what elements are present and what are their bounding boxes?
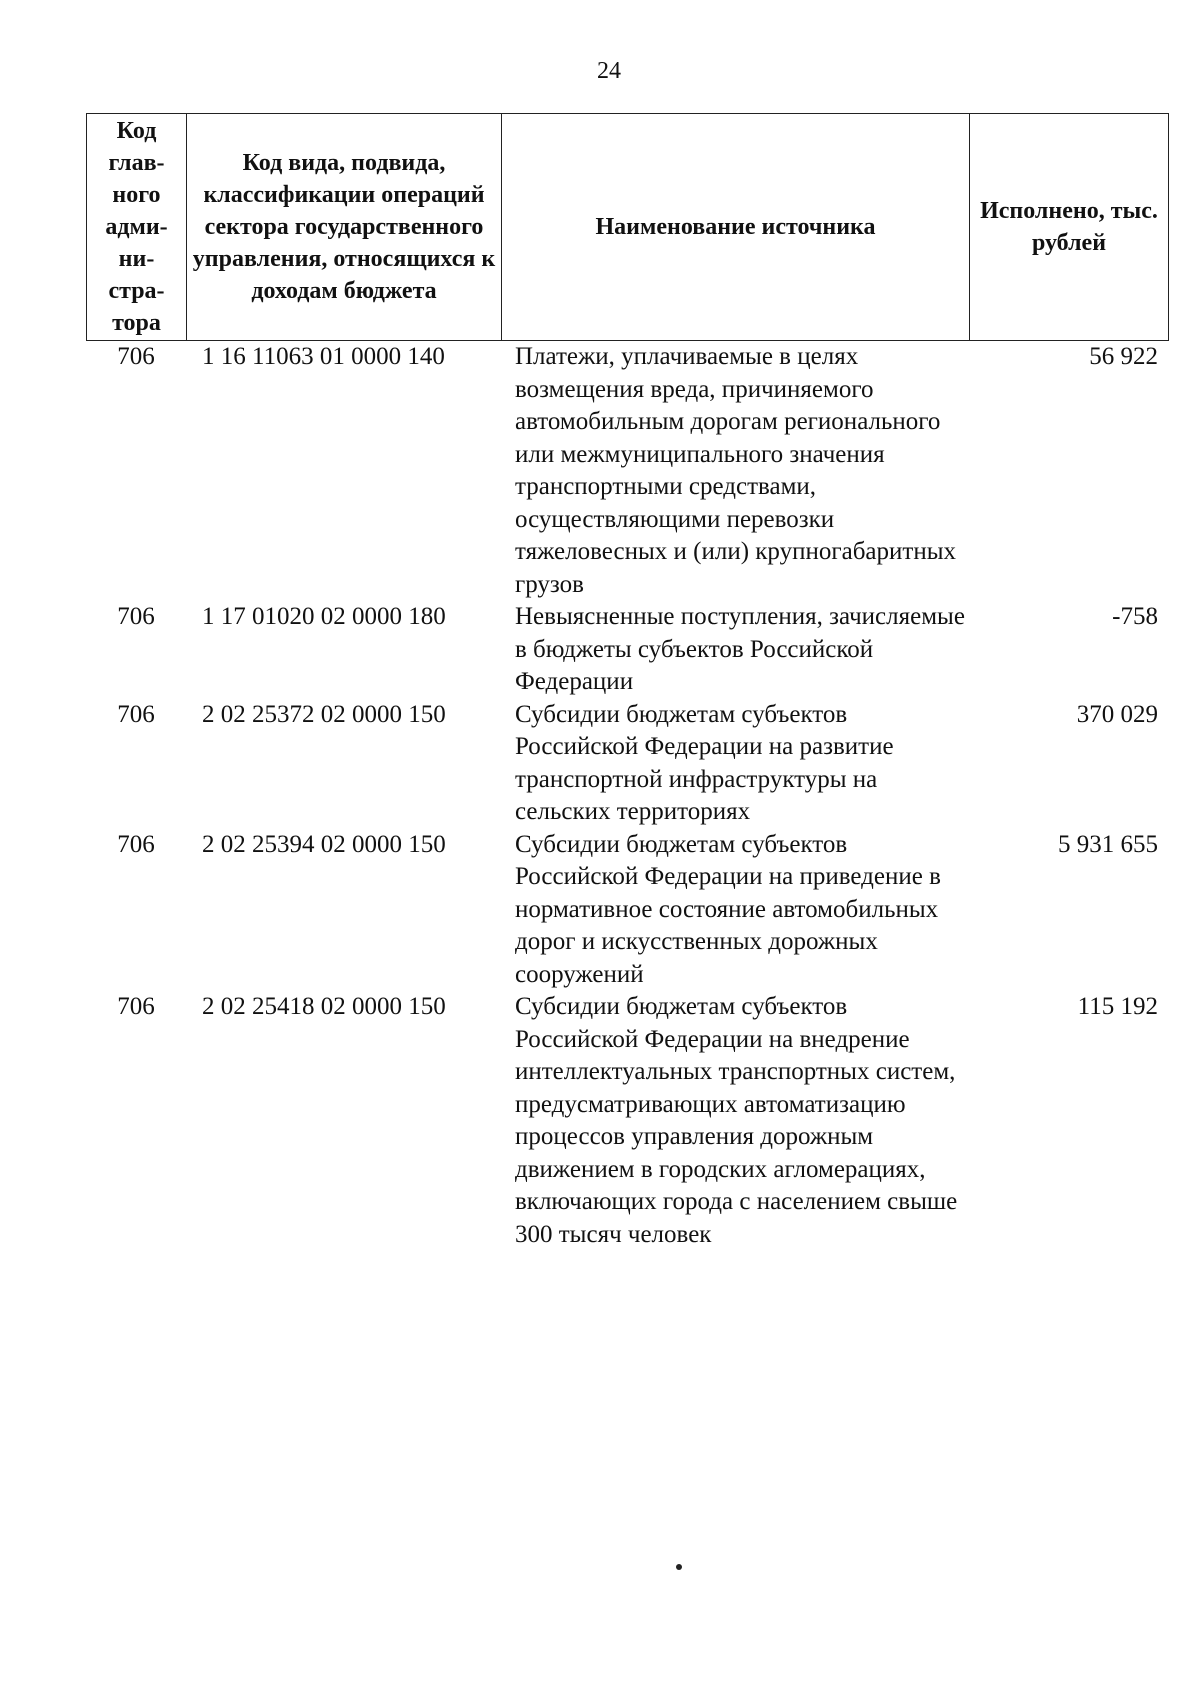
header-executed [970, 114, 1169, 341]
amount-cell: 115 192 [1077, 993, 1158, 1020]
header-classification-code [187, 114, 502, 341]
table-body [86, 341, 1168, 1251]
source-name-cell: Платежи, уплачиваемые в целях возмещения вреда, причиняемого автомобильным дорогам регионального или межмуниципального значения транспортными средствами, осуществляющими перевозки тяжеловесных и (или) крупногабаритных грузов [515, 343, 956, 598]
header-source-name [502, 114, 970, 341]
page-number: 24 [597, 58, 621, 84]
classification-code-cell: 1 17 01020 02 0000 180 [202, 603, 446, 630]
source-name-cell: Субсидии бюджетам субъектов Российской Федерации на развитие транспортной инфраструктуры на сельских территориях [515, 700, 894, 825]
amount-cell: 370 029 [1076, 700, 1158, 728]
scan-speck [676, 1564, 682, 1570]
amount-cell: 5 931 655 [1058, 830, 1158, 858]
classification-code-cell: 2 02 25372 02 0000 150 [202, 700, 446, 728]
table-row [86, 991, 1168, 1251]
classification-code-cell: 2 02 25418 02 0000 150 [202, 993, 446, 1020]
header-source-name-label: Наименование источника [595, 214, 876, 240]
classification-code-cell: 2 02 25394 02 0000 150 [202, 830, 446, 858]
table-row [86, 601, 1168, 699]
header-classification-code-label: Код вида, подвида, классификации операций сектора государственного управления, относящихся к доходам бюджета [192, 150, 496, 304]
header-admin-code [87, 114, 187, 341]
table-row [86, 341, 1168, 601]
source-name-cell: Субсидии бюджетам субъектов Российской Федерации на внедрение интеллектуальных транспортных систем, предусматривающих автоматизацию процессов управления дорожным движением в городских агломерациях, включающих города с населением свыше 300 тысяч человек [515, 993, 958, 1248]
header-executed-label: Исполнено, тыс. рублей [980, 198, 1158, 256]
header-row [87, 114, 1169, 341]
admin-code-cell: 706 [117, 700, 155, 728]
table-row [86, 699, 1168, 829]
amount-cell: -758 [1112, 603, 1158, 630]
table-header [86, 113, 1169, 341]
source-name-cell: Субсидии бюджетам субъектов Российской Федерации на приведение в нормативное состояние автомобильных дорог и искусственных дорожных сооружений [515, 830, 941, 988]
admin-code-cell: 706 [117, 343, 155, 370]
admin-code-cell: 706 [117, 603, 155, 630]
classification-code-cell: 1 16 11063 01 0000 140 [202, 343, 445, 370]
admin-code-cell: 706 [117, 830, 155, 858]
table-row [86, 829, 1168, 992]
admin-code-cell: 706 [117, 993, 155, 1020]
header-admin-code-label: Код глав-ного адми-ни-стра-тора [105, 118, 168, 336]
amount-cell: 56 922 [1089, 343, 1158, 370]
source-name-cell: Невыясненные поступления, зачисляемые в бюджеты субъектов Российской Федерации [515, 603, 965, 695]
